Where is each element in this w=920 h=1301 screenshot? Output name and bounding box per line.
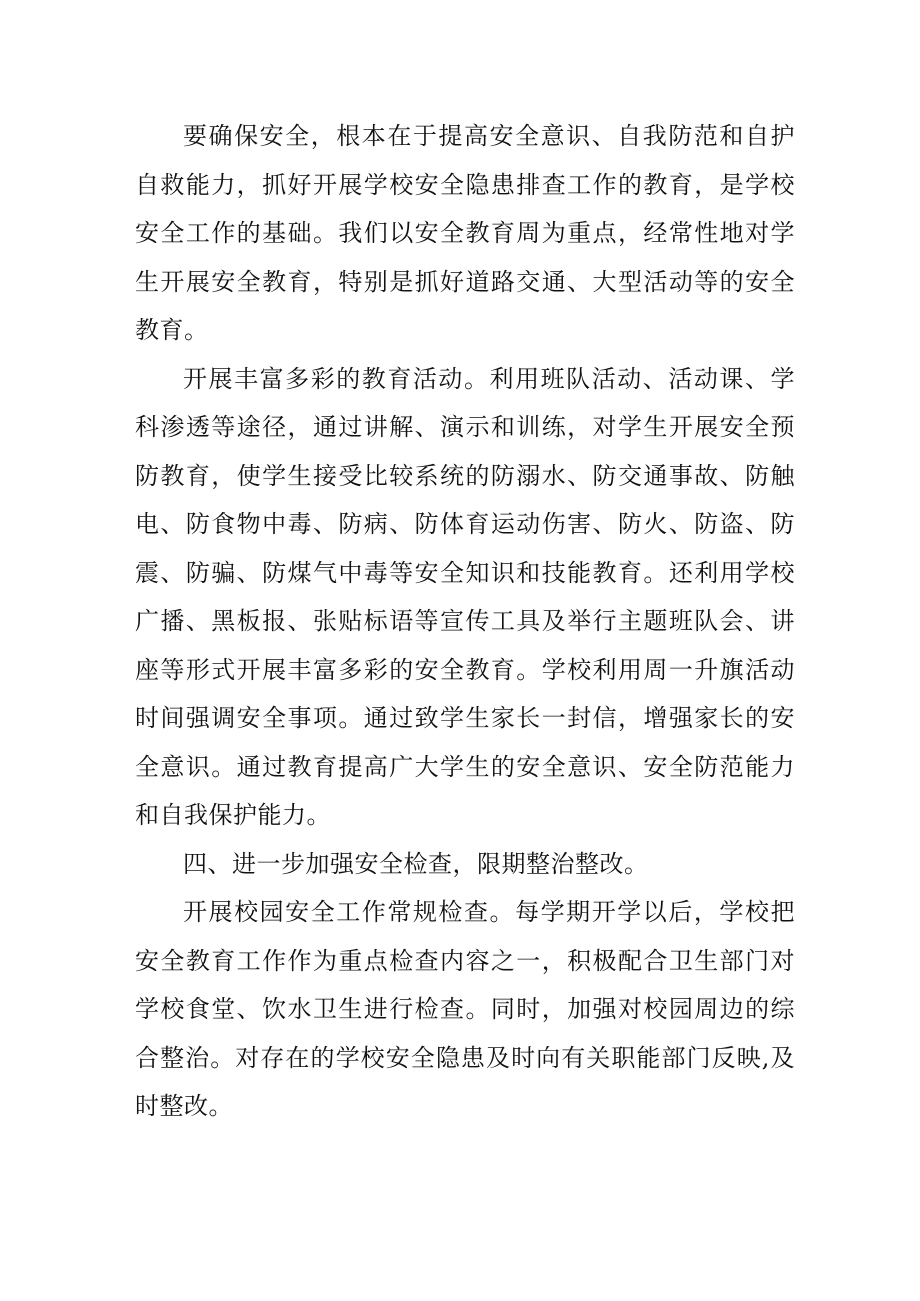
paragraph-safety-awareness: 要确保安全，根本在于提高安全意识、自我防范和自护自救能力，抓好开展学校安全隐患排查工作的教育，是学校安全工作的基础。我们以安全教育周为重点，经常性地对学生开展安全教育，特别是抓好道路交通、大型活动等的安全教育。 — [135, 122, 795, 344]
paragraph-campus-inspection: 开展校园安全工作常规检查。每学期开学以后，学校把安全教育工作作为重点检查内容之一，积极配合卫生部门对学校食堂、饮水卫生进行检查。同时，加强对校园周边的综合整治。对存在的学校安全隐患及时向有关职能部门反映,及时整改。 — [135, 898, 795, 1120]
paragraph-education-activities: 开展丰富多彩的教育活动。利用班队活动、活动课、学科渗透等途径，通过讲解、演示和训练，对学生开展安全预防教育，使学生接受比较系统的防溺水、防交通事故、防触电、防食物中毒、防病、防体育运动伤害、防火、防盗、防震、防骗、防煤气中毒等安全知识和技能教育。还利用学校广播、黑板报、张贴标语等宣传工具及举行主题班队会、讲座等形式开展丰富多彩的安全教育。学校利用周一升旗活动时间强调安全事项。通过致学生家长一封信，增强家长的安全意识。通过教育提高广大学生的安全意识、安全防范能力和自我保护能力。 — [135, 364, 795, 829]
section-heading-inspection: 四、进一步加强安全检查，限期整治整改。 — [183, 849, 649, 878]
document-body — [135, 112, 795, 1131]
